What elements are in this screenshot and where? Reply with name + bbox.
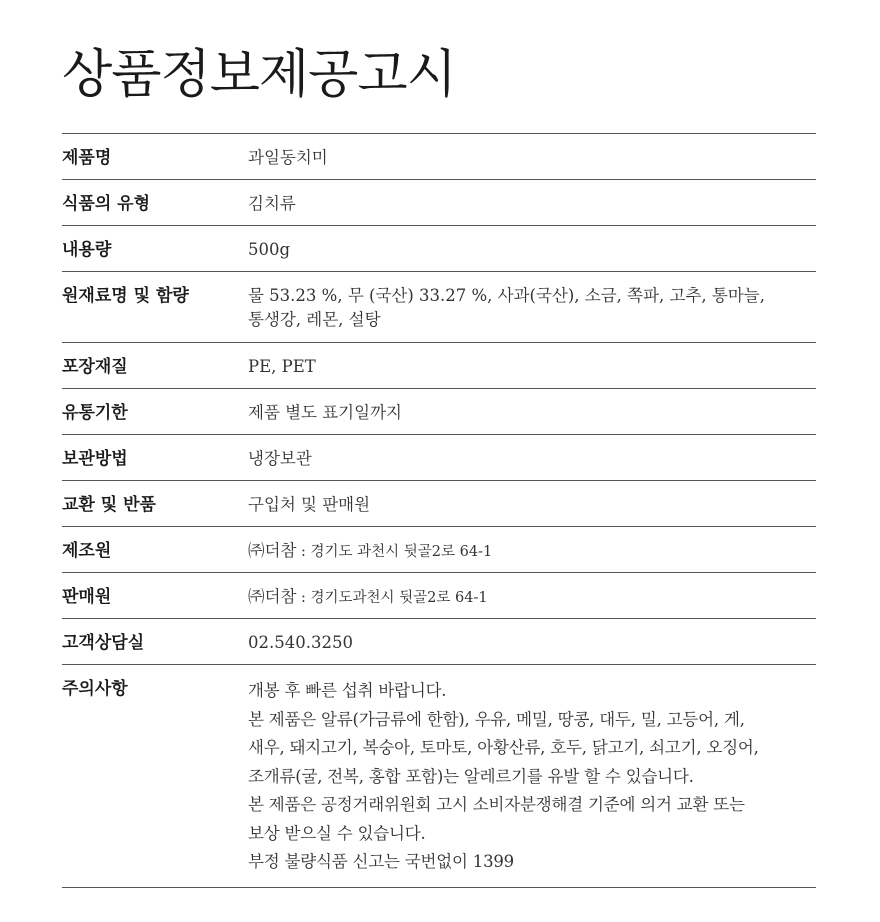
- precaution-line: 새우, 돼지고기, 복숭아, 토마토, 아황산류, 호두, 닭고기, 쇠고기, 오징어,: [248, 738, 759, 757]
- ingredients-line: 물 53.23 %, 무 (국산) 33.27 %, 사과(국산), 소금, 쪽파, 고추, 통마늘,: [248, 286, 765, 305]
- company-address: : 경기도 과천시 뒷골2로 64-1: [296, 544, 493, 560]
- precaution-line: 개봉 후 빠른 섭취 바랍니다.: [248, 681, 447, 700]
- table-row-product-name: [62, 134, 816, 180]
- table-row-manufacturer: [62, 527, 816, 573]
- table-row-food-type: [62, 180, 816, 226]
- row-label: 판매원: [62, 587, 112, 607]
- row-value: [248, 677, 816, 877]
- row-value: 제품 별도 표기일까지: [248, 403, 402, 422]
- row-label: 고객상담실: [62, 633, 145, 653]
- row-label: 내용량: [62, 240, 112, 260]
- row-label: 유통기한: [62, 403, 128, 423]
- row-label: 보관방법: [62, 449, 128, 469]
- row-value: [248, 585, 816, 618]
- precaution-line: 조개류(굴, 전복, 홍합 포함)는 알레르기를 유발 할 수 있습니다.: [248, 766, 694, 786]
- row-label: 원재료명 및 함량: [62, 286, 189, 306]
- table-row-packaging: [62, 343, 816, 389]
- table-row-net-weight: [62, 226, 816, 272]
- page-title: 상품정보제공고시: [62, 45, 456, 105]
- row-label: 주의사항: [62, 679, 128, 699]
- row-value: 500g: [248, 240, 291, 259]
- table-row-exchange-return: [62, 481, 816, 527]
- table-row-expiry: [62, 389, 816, 435]
- table-row-seller: [62, 573, 816, 619]
- company-name: ㈜더참: [248, 541, 297, 560]
- row-value: [248, 539, 816, 572]
- precaution-line: 본 제품은 알류(가금류에 한함), 우유, 메밀, 땅콩, 대두, 밀, 고등어, 게,: [248, 709, 745, 729]
- table-row-precautions: [62, 665, 816, 888]
- company-name: ㈜더참: [248, 587, 297, 606]
- row-value: 김치류: [248, 194, 296, 213]
- row-value: 냉장보관: [248, 449, 312, 468]
- row-value: 과일동치미: [248, 148, 328, 167]
- ingredients-line: 통생강, 레몬, 설탕: [248, 310, 381, 329]
- company-address: : 경기도과천시 뒷골2로 64-1: [296, 590, 488, 606]
- row-label: 식품의 유형: [62, 194, 151, 214]
- precaution-line: 보상 받으실 수 있습니다.: [248, 823, 426, 843]
- row-label: 제품명: [62, 148, 112, 168]
- table-row-customer-center: [62, 619, 816, 665]
- row-value: 02.540.3250: [248, 633, 353, 652]
- row-label: 제조원: [62, 541, 112, 561]
- row-label: 포장재질: [62, 357, 128, 377]
- precaution-line: 부정 불량식품 신고는 국번없이 1399: [248, 852, 514, 871]
- table-row-ingredients: [62, 272, 816, 343]
- row-value: [248, 284, 816, 332]
- table-row-storage: [62, 435, 816, 481]
- precaution-line: 본 제품은 공정거래위원회 고시 소비자분쟁해결 기준에 의거 교환 또는: [248, 795, 745, 814]
- row-label: 교환 및 반품: [62, 495, 156, 515]
- row-value: PE, PET: [248, 357, 316, 376]
- product-info-table: [62, 133, 816, 888]
- row-value: 구입처 및 판매원: [248, 495, 371, 514]
